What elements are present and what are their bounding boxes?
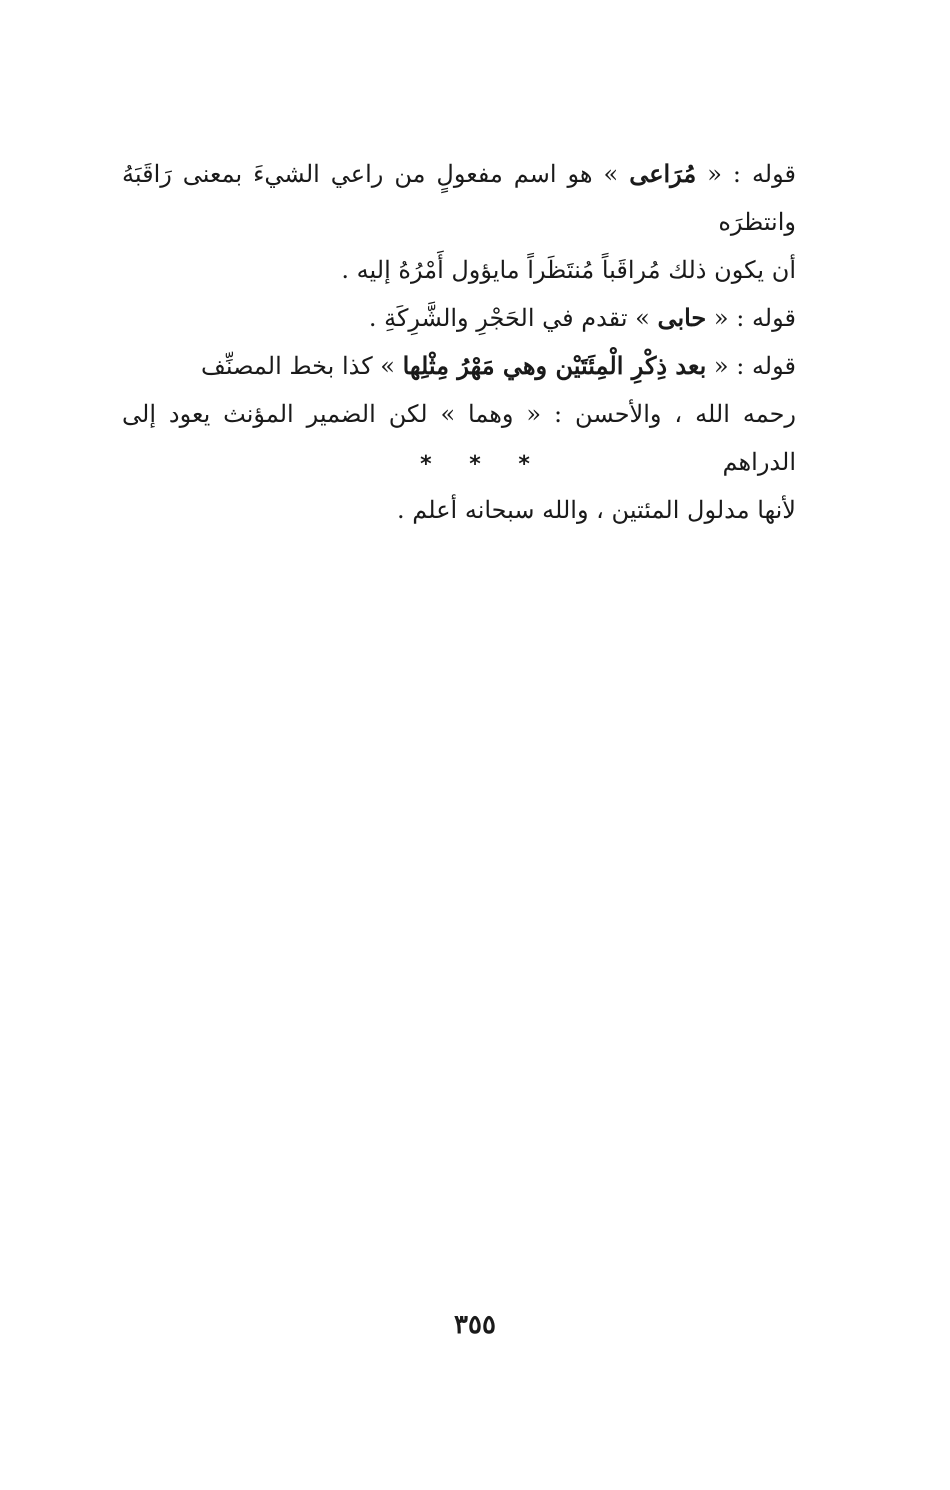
quote-label: قوله : « <box>696 160 796 188</box>
headword: بعد ذِكْرِ الْمِئَتَيْن وهي مَهْرُ مِثْلِها <box>402 351 707 380</box>
text-line: » هو اسم مفعولٍ من راعي الشيءَ بمعنى رَاقَبَهُ وانتظرَه <box>122 160 796 236</box>
text-line: » كذا بخط المصنِّف <box>201 352 403 380</box>
section-separator: * * * <box>420 452 530 477</box>
text-line: رحمه الله ، والأحسن : « وهما » لكن الضمير المؤنث يعود إلى الدراهم <box>122 400 796 476</box>
paragraph-2 <box>122 294 834 342</box>
paragraph-3 <box>122 342 834 534</box>
paragraph-1 <box>122 150 834 294</box>
text-line: أن يكون ذلك مُراقَباً مُنتَظَراً مايؤول أَمْرُهُ إليه . <box>341 256 796 284</box>
text-line: لأنها مدلول المئتين ، والله سبحانه أعلم . <box>397 496 796 524</box>
headword: حابى <box>657 303 707 332</box>
quote-label: قوله : « <box>706 304 796 332</box>
quote-label: قوله : « <box>706 352 796 380</box>
headword: مُرَاعى <box>629 159 697 188</box>
text-line: » تقدم في الحَجْرِ والشَّرِكَةِ . <box>368 304 658 332</box>
page-number: ٣٥٥ <box>454 1310 496 1340</box>
